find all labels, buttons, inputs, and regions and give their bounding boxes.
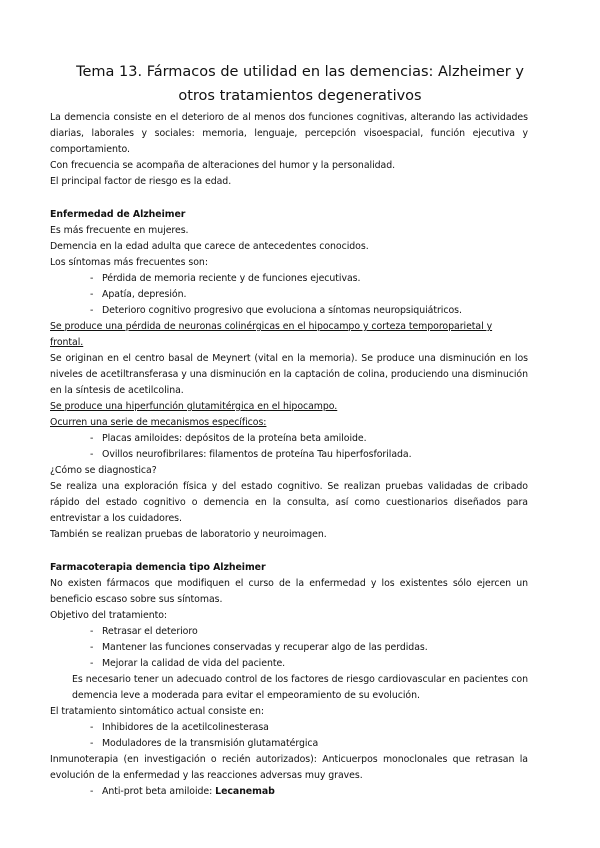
list-item: - Mantener las funciones conservadas y recuperar algo de las perdidas. (50, 640, 528, 656)
paragraph: Demencia en la edad adulta que carece de antecedentes conocidos. (50, 241, 369, 252)
list-item: - Ovillos neurofibrilares: filamentos de proteína Tau hiperfosforilada. (50, 447, 528, 463)
section-heading-alzheimer: Enfermedad de Alzheimer (50, 209, 186, 220)
paragraph: Inmunoterapia (en investigación o recién autorizados): Anticuerpos monoclonales que retrasan la evolución de la enfermedad y las reacciones adversas muy graves. (50, 754, 528, 781)
intro-paragraph: Con frecuencia se acompaña de alteraciones del humor y la personalidad. (50, 160, 396, 171)
list-item: - Inhibidores de la acetilcolinesterasa (50, 720, 528, 736)
underlined-statement: Ocurren una serie de mecanismos específicos: (50, 417, 267, 428)
treatments-list (50, 720, 528, 752)
intro-paragraph: La demencia consiste en el deterioro de al menos dos funciones cognitivas, alterando las actividades diarias, laborales y sociales: memoria, lenguaje, percepción visoespacial, función ejecutiva y comportamiento. (50, 112, 528, 155)
objectives-list (50, 624, 528, 672)
list-item-text: Anti-prot beta amiloide: (102, 786, 216, 797)
paragraph: Se originan en el centro basal de Meynert (vital en la memoria). Se produce una disminución en los niveles de acetiltransferasa y una disminución en la captación de colina, produciendo una disminución en la síntesis de acetilcolina. (50, 353, 528, 396)
underlined-statement: Se produce una pérdida de neuronas colinérgicas en el hipocampo y corteza temporoparietal y frontal. (50, 321, 493, 348)
list-item: - Pérdida de memoria reciente y de funciones ejecutivas. (50, 271, 528, 287)
paragraph: Objetivo del tratamiento: (50, 610, 168, 621)
drug-name: Lecanemab (215, 786, 275, 797)
list-item: - Mejorar la calidad de vida del paciente. (50, 656, 528, 672)
list-item: - Placas amiloides: depósitos de la proteína beta amiloide. (50, 431, 528, 447)
list-item: - Deterioro cognitivo progresivo que evoluciona a síntomas neuropsiquiátricos. (50, 303, 528, 319)
document-body (50, 110, 528, 800)
list-item: - Moduladores de la transmisión glutamatérgica (50, 736, 528, 752)
intro-paragraph: El principal factor de riesgo es la edad. (50, 176, 232, 187)
mechanisms-list (50, 431, 528, 463)
paragraph: No existen fármacos que modifiquen el curso de la enfermedad y los existentes sólo ejercen un beneficio escaso sobre sus síntomas. (50, 578, 528, 605)
list-item (50, 784, 528, 800)
underlined-statement: Se produce una hiperfunción glutamitérgica en el hipocampo. (50, 401, 338, 412)
symptoms-list (50, 271, 528, 319)
list-item: - Retrasar el deterioro (50, 624, 528, 640)
question: ¿Cómo se diagnostica? (50, 465, 157, 476)
antibodies-list (50, 784, 528, 800)
paragraph: Los síntomas más frecuentes son: (50, 257, 208, 268)
paragraph: El tratamiento sintomático actual consiste en: (50, 706, 264, 717)
list-item: - Apatía, depresión. (50, 287, 528, 303)
section-heading-pharmacotherapy: Farmacoterapia demencia tipo Alzheimer (50, 562, 266, 573)
page-title: Tema 13. Fármacos de utilidad en las demencias: Alzheimer y otros tratamientos degenerativos (76, 64, 524, 104)
paragraph: También se realizan pruebas de laboratorio y neuroimagen. (50, 529, 327, 540)
paragraph: Se realiza una exploración física y del estado cognitivo. Se realizan pruebas validadas de cribado rápido del estado cognitivo o demencia en la consulta, así como cuestionarios diseñados para entrevistar a los cuidadores. (50, 481, 528, 524)
paragraph: Es más frecuente en mujeres. (50, 225, 189, 236)
indented-paragraph: Es necesario tener un adecuado control de los factores de riesgo cardiovascular en pacientes con demencia leve a moderada para evitar el empeoramiento de su evolución. (72, 674, 528, 701)
